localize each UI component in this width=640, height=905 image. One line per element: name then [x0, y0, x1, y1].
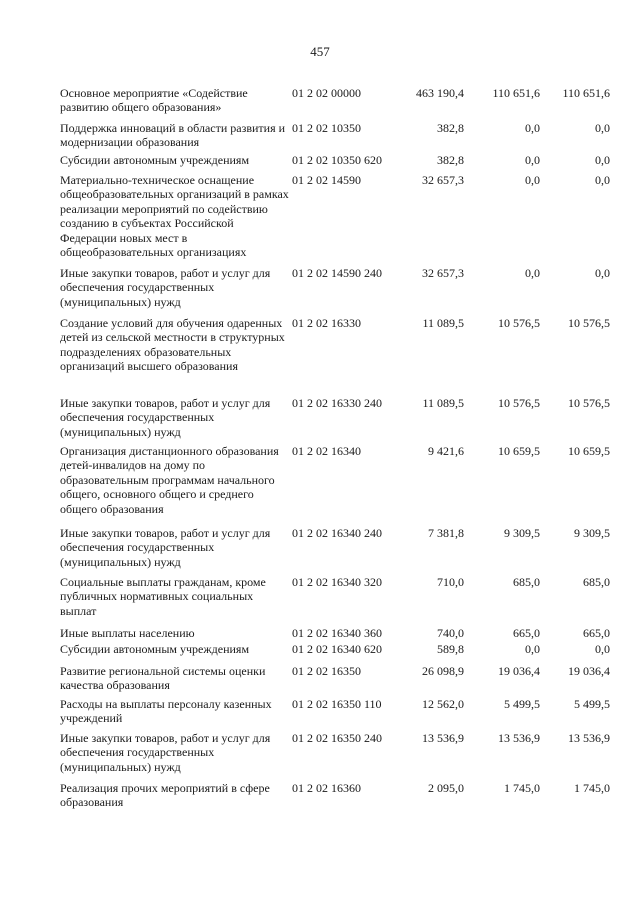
row-value-2: 19 036,4	[498, 664, 540, 678]
row-value-1: 13 536,9	[422, 731, 464, 745]
row-code: 01 2 02 16340 360	[292, 626, 382, 640]
row-value-1: 710,0	[437, 575, 464, 589]
row-value-2: 1 745,0	[504, 781, 540, 795]
row-value-1: 12 562,0	[422, 697, 464, 711]
row-value-3: 5 499,5	[574, 697, 610, 711]
row-code: 01 2 02 16340 240	[292, 526, 382, 540]
row-name: Основное мероприятие «Содействие развитию общего образования»	[60, 86, 248, 115]
row-name: Иные закупки товаров, работ и услуг для обеспечения государственных (муниципальных) нужд	[60, 396, 271, 439]
row-value-3: 10 659,5	[568, 444, 610, 458]
row-value-2: 13 536,9	[498, 731, 540, 745]
row-value-3: 13 536,9	[568, 731, 610, 745]
row-value-1: 740,0	[437, 626, 464, 640]
row-value-3: 685,0	[583, 575, 610, 589]
row-value-2: 685,0	[513, 575, 540, 589]
row-value-3: 0,0	[595, 266, 610, 280]
row-value-3: 0,0	[595, 173, 610, 187]
row-value-2: 0,0	[525, 266, 540, 280]
row-value-2: 0,0	[525, 642, 540, 656]
row-value-1: 11 089,5	[422, 396, 464, 410]
row-code: 01 2 02 16330	[292, 316, 361, 330]
row-code: 01 2 02 16340 620	[292, 642, 382, 656]
row-name: Материально-техническое оснащение общеобразовательных организаций в рамках реализации мероприятий по содействию созданию в субъектах Российской Федерации новых мест в общеобразовательных организациях	[60, 173, 289, 260]
row-name: Поддержка инноваций в области развития и модернизации образования	[60, 121, 286, 150]
row-code: 01 2 02 10350	[292, 121, 361, 135]
row-value-3: 0,0	[595, 642, 610, 656]
row-value-3: 0,0	[595, 153, 610, 167]
row-value-1: 7 381,8	[428, 526, 464, 540]
row-code: 01 2 02 16340 320	[292, 575, 382, 589]
row-value-1: 463 190,4	[416, 86, 464, 100]
row-value-3: 10 576,5	[568, 316, 610, 330]
row-code: 01 2 02 10350 620	[292, 153, 382, 167]
row-value-2: 110 651,6	[492, 86, 540, 100]
row-value-2: 665,0	[513, 626, 540, 640]
row-code: 01 2 02 16340	[292, 444, 361, 458]
row-name: Иные выплаты населению	[60, 626, 195, 640]
row-value-3: 9 309,5	[574, 526, 610, 540]
row-value-2: 0,0	[525, 173, 540, 187]
row-value-1: 382,8	[437, 153, 464, 167]
row-code: 01 2 02 16350 110	[292, 697, 382, 711]
row-code: 01 2 02 16360	[292, 781, 361, 795]
row-value-1: 589,8	[437, 642, 464, 656]
row-value-1: 11 089,5	[422, 316, 464, 330]
row-name: Реализация прочих мероприятий в сфере образования	[60, 781, 270, 810]
row-value-2: 0,0	[525, 121, 540, 135]
row-value-3: 110 651,6	[562, 86, 610, 100]
row-name: Расходы на выплаты персоналу казенных учреждений	[60, 697, 272, 726]
row-name: Социальные выплаты гражданам, кроме публичных нормативных социальных выплат	[60, 575, 266, 618]
row-value-2: 10 659,5	[498, 444, 540, 458]
row-value-3: 0,0	[595, 121, 610, 135]
row-name: Развитие региональной системы оценки качества образования	[60, 664, 266, 693]
row-value-1: 26 098,9	[422, 664, 464, 678]
row-value-3: 10 576,5	[568, 396, 610, 410]
row-value-2: 9 309,5	[504, 526, 540, 540]
row-code: 01 2 02 16350 240	[292, 731, 382, 745]
row-name: Создание условий для обучения одаренных детей из сельской местности в структурных подразделениях образовательных организаций высшего образования	[60, 316, 285, 374]
row-value-3: 665,0	[583, 626, 610, 640]
row-name: Субсидии автономным учреждениям	[60, 642, 250, 656]
row-code: 01 2 02 14590	[292, 173, 361, 187]
row-code: 01 2 02 00000	[292, 86, 361, 100]
row-value-1: 32 657,3	[422, 266, 464, 280]
row-value-1: 9 421,6	[428, 444, 464, 458]
row-value-3: 1 745,0	[574, 781, 610, 795]
row-name: Иные закупки товаров, работ и услуг для обеспечения государственных (муниципальных) нужд	[60, 731, 271, 774]
row-code: 01 2 02 16350	[292, 664, 361, 678]
row-name: Иные закупки товаров, работ и услуг для обеспечения государственных (муниципальных) нужд	[60, 526, 271, 569]
row-code: 01 2 02 14590 240	[292, 266, 382, 280]
row-value-2: 10 576,5	[498, 316, 540, 330]
row-value-1: 2 095,0	[428, 781, 464, 795]
row-code: 01 2 02 16330 240	[292, 396, 382, 410]
row-name: Иные закупки товаров, работ и услуг для обеспечения государственных (муниципальных) нужд	[60, 266, 271, 309]
row-name: Субсидии автономным учреждениям	[60, 153, 250, 167]
row-value-3: 19 036,4	[568, 664, 610, 678]
row-value-1: 32 657,3	[422, 173, 464, 187]
row-value-1: 382,8	[437, 121, 464, 135]
page-number: 457	[310, 44, 330, 59]
row-value-2: 0,0	[525, 153, 540, 167]
row-name: Организация дистанционного образования детей-инвалидов на дому по образовательным программам начального общего, основного общего и среднего общего образования	[60, 444, 279, 516]
row-value-2: 5 499,5	[504, 697, 540, 711]
row-value-2: 10 576,5	[498, 396, 540, 410]
